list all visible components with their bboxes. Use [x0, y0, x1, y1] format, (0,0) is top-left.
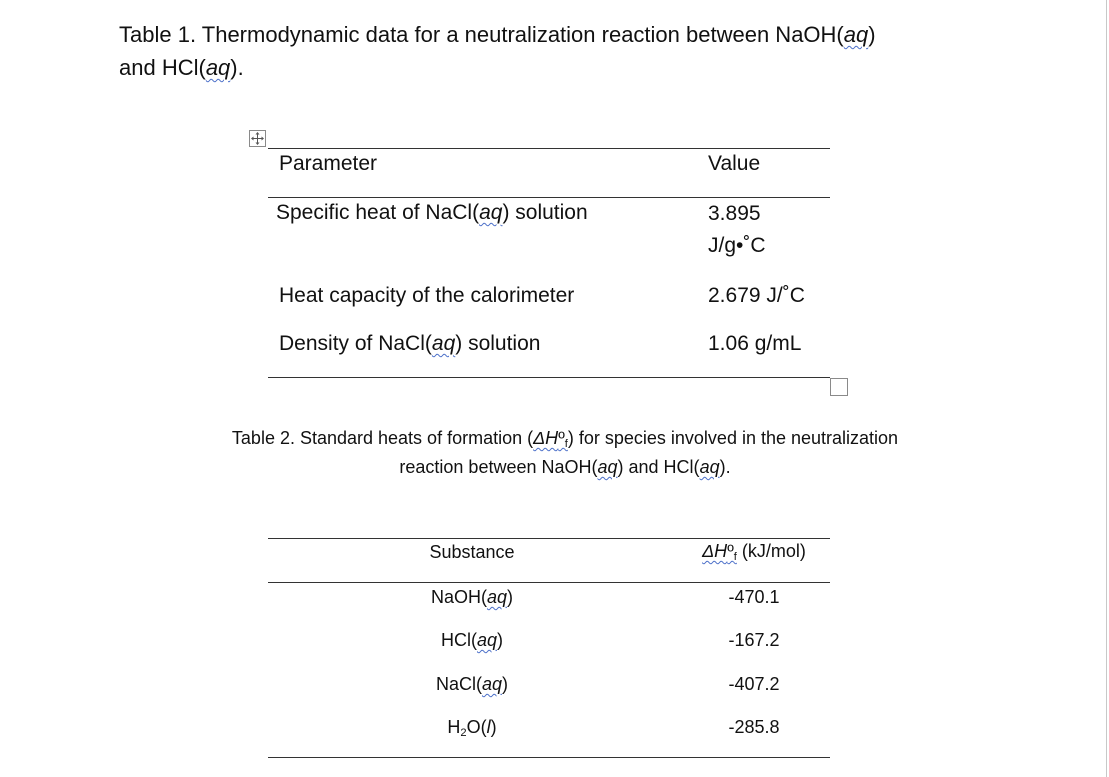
table1-bottom-rule — [268, 377, 830, 378]
table2-row-hcl-value: -167.2 — [728, 630, 780, 650]
table1-header-value: Value — [708, 152, 761, 175]
table1-row-density-param: Density of NaCl(aq) solution — [279, 332, 541, 355]
page-edge-line — [1106, 0, 1107, 777]
table2-caption: Table 2. Standard heats of formation (ΔHº$_f$) for species involved in the neutralization reaction between NaOH(aq) and HCl(aq). — [231, 428, 899, 477]
table1-top-rule — [268, 148, 830, 149]
table1-caption: Table 1. Thermodynamic data for a neutralization reaction between NaOH(aq) and HCl(aq). — [119, 22, 876, 80]
table2-bottom-rule — [268, 757, 830, 758]
table1-row-heat-capacity-value: 2.679 J/˚C — [708, 284, 805, 307]
table2-header-substance: Substance — [429, 542, 515, 562]
table1-row-specific-heat-units: J/g•˚C — [708, 234, 766, 257]
table2-row-water-substance: $H_2O(l)$ — [447, 717, 497, 739]
table2-header-dh: ΔHº$_f$ (kJ/mol) — [702, 541, 806, 563]
table2-row-naoh-value: -470.1 — [728, 587, 780, 607]
table2-row-nacl-substance: NaCl(aq) — [435, 674, 509, 694]
table2-row-hcl-substance: HCl(aq) — [440, 630, 504, 650]
table-resize-icon[interactable] — [830, 378, 848, 396]
table2-row-nacl-value: -407.2 — [728, 674, 780, 694]
table2-row-water-value: -285.8 — [728, 717, 780, 737]
table1-header-rule — [268, 197, 830, 198]
table2-top-rule — [268, 538, 830, 539]
table1-row-heat-capacity-param: Heat capacity of the calorimeter — [279, 284, 575, 307]
table2-row-naoh-substance: NaOH(aq) — [430, 587, 514, 607]
table1-header-parameter: Parameter — [279, 152, 378, 175]
table2-header-rule — [268, 582, 830, 583]
move-arrows-icon[interactable] — [249, 130, 266, 147]
table1-row-density-value: 1.06 g/mL — [708, 332, 802, 355]
table1-row-specific-heat-value: 3.895 — [708, 202, 761, 225]
table1-row-specific-heat-param: Specific heat of NaCl(aq) solution — [276, 201, 588, 224]
